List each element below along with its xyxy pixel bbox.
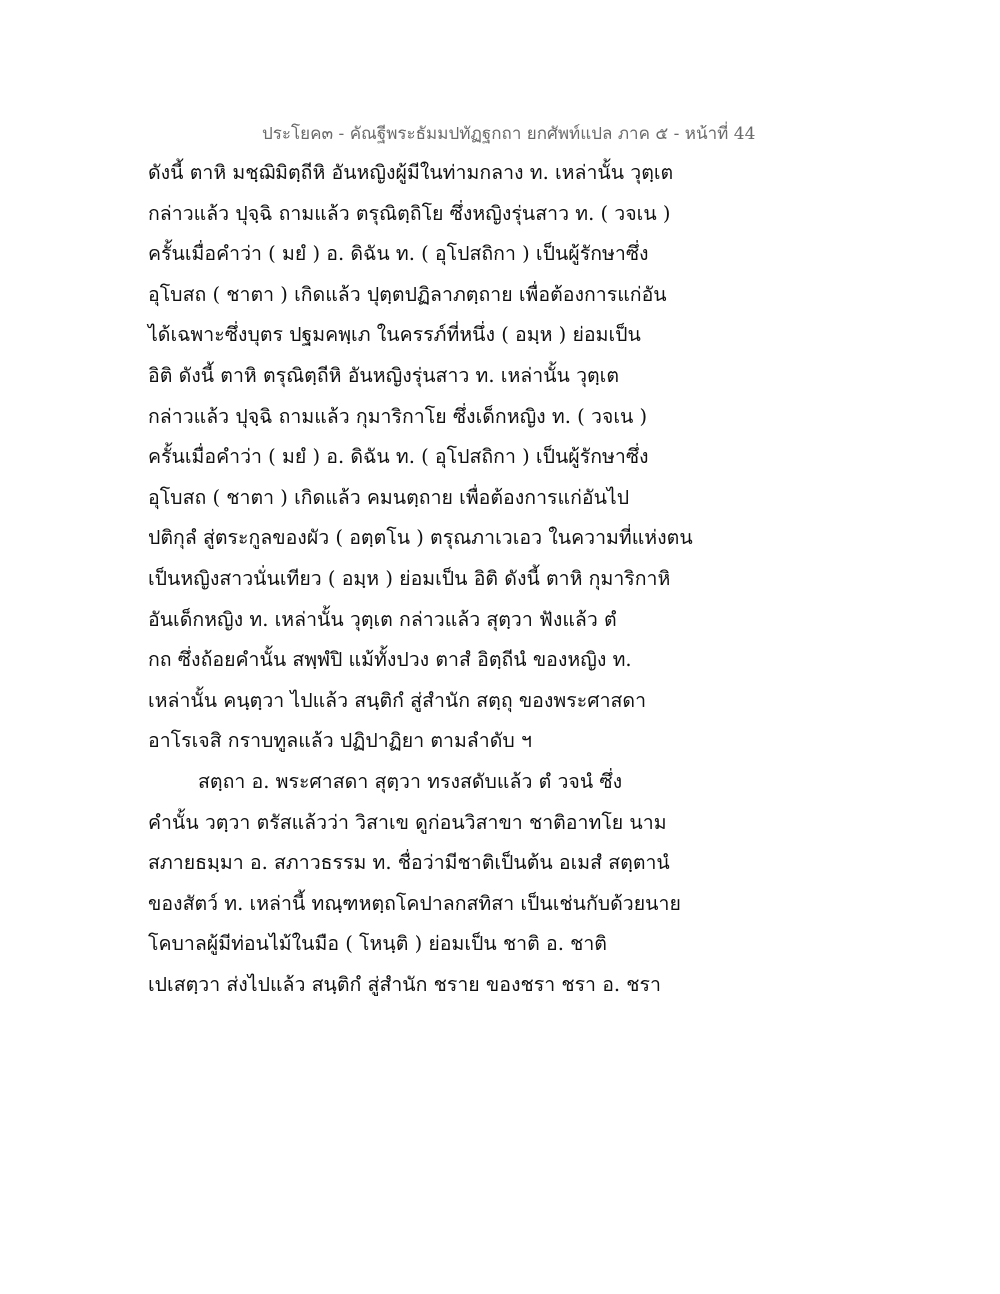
text-line-6: อิติ ดังนี้ ตาหิ ตรุณิตฺถีหิ อันหญิงรุ่นสาว ท. เหล่านั้น วุตฺเต: [148, 363, 620, 387]
text-line-12: อันเด็กหญิง ท. เหล่านั้น วุตฺเต กล่าวแล้ว สุตฺวา ฟังแล้ว ตํ: [148, 607, 617, 631]
text-line-15: อาโรเจสิ กราบทูลแล้ว ปฏิปาฏิยา ตามลำดับ ฯ: [148, 729, 532, 753]
text-line-3: ครั้นเมื่อคำว่า ( มยํ ) อ. ดิฉัน ท. ( อุโปสถิกา ) เป็นผู้รักษาซึ่ง: [148, 242, 649, 266]
text-line-2: กล่าวแล้ว ปุจฺฉิ ถามแล้ว ตรุณิตฺถิโย ซึ่งหญิงรุ่นสาว ท. ( วจเน ): [148, 201, 671, 225]
text-line-5: ได้เฉพาะซึ่งบุตร ปฐมคพฺเภ ในครรภ์ที่หนึ่ง ( อมฺห ) ย่อมเป็น: [148, 323, 641, 347]
text-line-17: คำนั้น วตฺวา ตรัสแล้วว่า วิสาเข ดูก่อนวิสาขา ชาติอาทโย นาม: [148, 810, 667, 834]
text-line-14: เหล่านั้น คนฺตฺวา ไปแล้ว สนฺติกํ สู่สำนัก สตฺถุ ของพระศาสดา: [148, 688, 647, 712]
text-line-20: โคบาลผู้มีท่อนไม้ในมือ ( โหนฺติ ) ย่อมเป็น ชาติ อ. ชาติ: [148, 932, 607, 956]
text-line-4: อุโบสถ ( ชาตา ) เกิดแล้ว ปุตฺตปฏิลาภตฺถาย เพื่อต้องการแก่อัน: [148, 282, 667, 306]
text-line-16-paragraph-start: สตฺถา อ. พระศาสดา สุตฺวา ทรงสดับแล้ว ตํ วจนํ ซึ่ง: [198, 769, 623, 793]
text-line-10: ปติกุลํ สู่ตระกูลของผัว ( อตฺตโน ) ตรุณภาเวเอว ในความที่แห่งตน: [148, 526, 693, 550]
text-line-1: ดังนี้ ตาหิ มชฺฌิมิตฺถีหิ อันหญิงผู้มีในท่ามกลาง ท. เหล่านั้น วุตฺเต: [148, 161, 674, 184]
text-line-18: สภายธมฺมา อ. สภาวธรรม ท. ชื่อว่ามีชาติเป็นต้น อเมสํ สตฺตานํ: [148, 851, 670, 875]
text-line-21: เปเสตฺวา ส่งไปแล้ว สนฺติกํ สู่สำนัก ชราย ของชรา ชรา อ. ชรา: [148, 972, 661, 996]
text-line-8: ครั้นเมื่อคำว่า ( มยํ ) อ. ดิฉัน ท. ( อุโปสถิกา ) เป็นผู้รักษาซึ่ง: [148, 445, 649, 469]
text-line-9: อุโบสถ ( ชาตา ) เกิดแล้ว คมนตฺถาย เพื่อต้องการแก่อันไป: [148, 485, 630, 509]
text-line-19: ของสัตว์ ท. เหล่านี้ ทณฺฑหตฺถโคปาลกสทิสา เป็นเช่นกับด้วยนาย: [148, 891, 681, 915]
text-line-13: กถ ซึ่งถ้อยคำนั้น สพฺพํปิ แม้ทั้งปวง ตาสํ อิตฺถีนํ ของหญิง ท.: [148, 648, 632, 672]
text-line-11: เป็นหญิงสาวนั่นเทียว ( อมฺห ) ย่อมเป็น อิติ ดังนี้ ตาหิ กุมาริกาหิ: [148, 566, 671, 590]
text-line-7: กล่าวแล้ว ปุจฺฉิ ถามแล้ว กุมาริกาโย ซึ่งเด็กหญิง ท. ( วจเน ): [148, 404, 648, 428]
body-text: [148, 160, 708, 1012]
running-header: ประโยค๓ - คัณฐีพระธัมมปทัฏฐกถา ยกศัพท์แปล ภาค ๕ - หน้าที่ 44: [262, 124, 756, 144]
